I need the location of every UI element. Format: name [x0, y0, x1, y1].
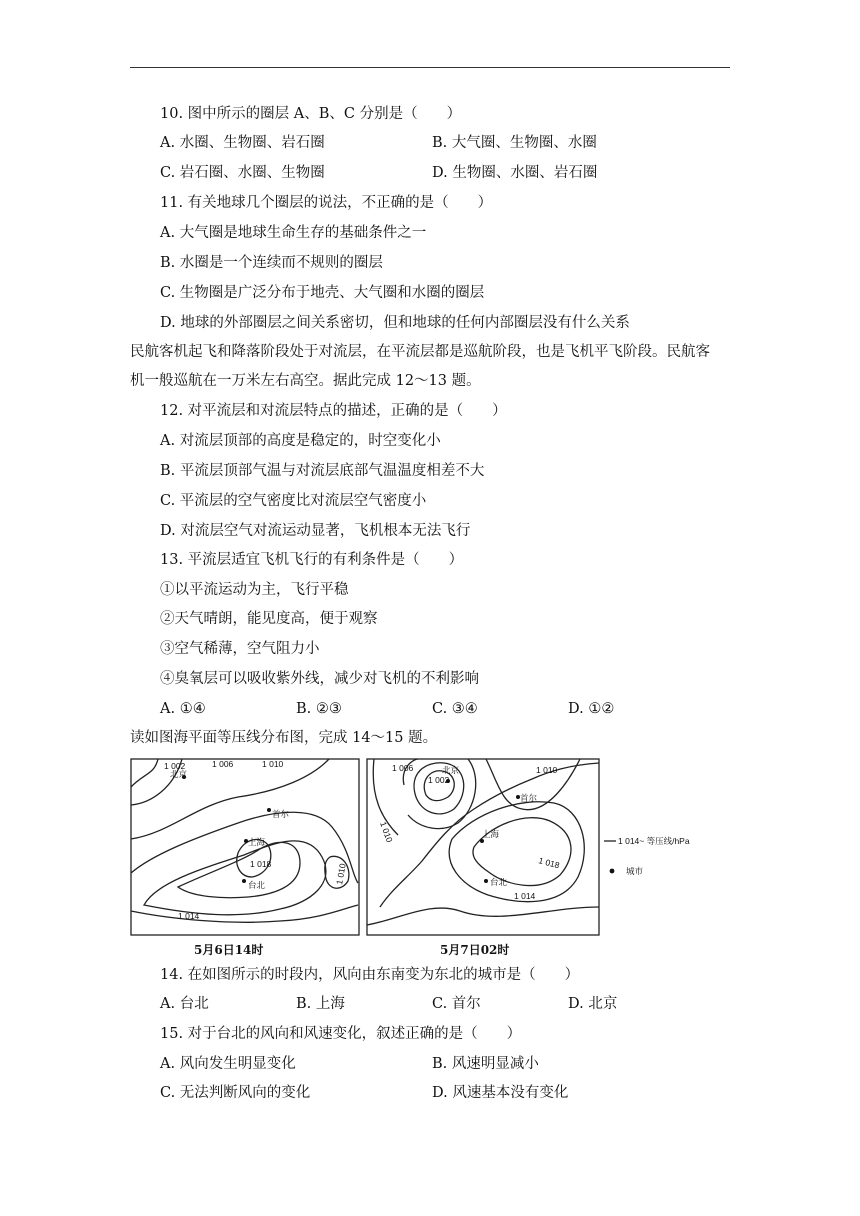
q12-stem: 12. 对平流层和对流层特点的描述，正确的是（ ） [160, 403, 507, 419]
map1-caption: 5月6日14时 [194, 943, 264, 957]
q15-option-d: D. 风速基本没有变化 [432, 1085, 569, 1101]
q15-option-a: A. 风向发生明显变化 [160, 1056, 296, 1072]
map2-isobar [473, 818, 571, 886]
map2-label-1010b: 1 010 [378, 820, 395, 844]
q10-stem: 10. 图中所示的圈层 A、B、C 分别是（ ） [160, 106, 462, 122]
q12-option-c: C. 平流层的空气密度比对流层空气密度小 [160, 493, 427, 509]
q15-option-c: C. 无法判断风向的变化 [160, 1085, 311, 1101]
q15-option-b: B. 风速明显减小 [432, 1056, 539, 1072]
q10-option-b: B. 大气圈、生物圈、水圈 [432, 135, 597, 151]
q12-option-b: B. 平流层顶部气温与对流层底部气温温度相差不大 [160, 463, 485, 479]
q14-option-b: B. 上海 [296, 996, 345, 1012]
q13-option-c: C. ③④ [432, 701, 478, 717]
q15-stem: 15. 对于台北的风向和风速变化，叙述正确的是（ ） [160, 1026, 522, 1042]
map2-label-1002: 1 002 [428, 775, 450, 785]
map2-label-beijing: 北京 [442, 765, 460, 775]
map2-city-dot-taipei [484, 879, 488, 883]
map1-label-1002: 1 002 [164, 761, 186, 771]
q13-statement-2: ②天气晴朗，能见度高，便于观察 [160, 611, 378, 627]
map2-label-1018: 1 018 [537, 855, 561, 871]
q13-statement-4: ④臭氧层可以吸收紫外线，减少对飞机的不利影响 [160, 671, 479, 687]
map1-city-dot-taipei [242, 879, 246, 883]
legend-city-dot [610, 869, 615, 874]
map2-isobar [449, 802, 584, 902]
map2-label-seoul: 首尔 [520, 793, 538, 803]
q12-option-d: D. 对流层空气对流运动显著，飞机根本无法飞行 [160, 523, 471, 539]
q12-option-a: A. 对流层顶部的高度是稳定的，时空变化小 [160, 433, 441, 449]
map2-city-dot-shanghai [480, 839, 484, 843]
q13-option-d: D. ①② [568, 701, 615, 717]
header-rule [130, 67, 730, 68]
q14-option-c: C. 首尔 [432, 996, 481, 1012]
map2-label-shanghai: 上海 [482, 829, 500, 839]
q10-option-c: C. 岩石圈、水圈、生物圈 [160, 165, 325, 181]
q11-option-d: D. 地球的外部圈层之间关系密切，但和地球的任何内部圈层没有什么关系 [160, 315, 630, 331]
q11-stem: 11. 有关地球几个圈层的说法，不正确的是（ ） [160, 195, 493, 211]
legend-isobar: 1 014~ 等压线/hPa [618, 836, 690, 846]
q10-option-d: D. 生物圈、水圈、岩石圈 [432, 165, 598, 181]
map1-city-dot-seoul [267, 808, 271, 812]
intro-12-13-line2: 机一般巡航在一万米左右高空。据此完成 12～13 题。 [130, 373, 481, 389]
map1-label-taipei: 台北 [248, 880, 266, 890]
q11-option-a: A. 大气圈是地球生命生存的基础条件之一 [160, 225, 427, 241]
q14-stem: 14. 在如图所示的时段内，风向由东南变为东北的城市是（ ） [160, 967, 580, 983]
map2-isobar [367, 907, 599, 925]
map1-isobar [131, 759, 158, 787]
q13-option-b: B. ②③ [296, 701, 342, 717]
intro-12-13-line1: 民航客机起飞和降落阶段处于对流层，在平流层都是巡航阶段，也是飞机平飞阶段。民航客 [130, 344, 710, 360]
map2-label-1014: 1 014 [514, 891, 536, 901]
map1-label-1006: 1 006 [212, 759, 234, 769]
intro-14-15: 读如图海平面等压线分布图，完成 14～15 题。 [130, 730, 438, 746]
map2-label-1006: 1 006 [392, 763, 414, 773]
map1-label-1014: 1 014 [178, 911, 200, 921]
map2-label-taipei: 台北 [490, 877, 508, 887]
map1-label-1010: 1 010 [262, 759, 284, 769]
map1-label-seoul: 首尔 [272, 809, 290, 819]
q10-option-a: A. 水圈、生物圈、岩石圈 [160, 135, 325, 151]
q14-option-a: A. 台北 [160, 996, 209, 1012]
q11-option-b: B. 水圈是一个连续而不规则的圈层 [160, 255, 383, 271]
map2-caption: 5月7日02时 [440, 943, 510, 957]
map1-label-1010b: 1 010 [334, 862, 348, 886]
map1-isobar [131, 759, 329, 839]
q13-statement-3: ③空气稀薄，空气阻力小 [160, 641, 320, 657]
map1-label-beijing: 北京 [170, 769, 188, 779]
q13-option-a: A. ①④ [160, 701, 206, 717]
q14-option-d: D. 北京 [568, 996, 618, 1012]
q13-statement-1: ①以平流运动为主，飞行平稳 [160, 582, 349, 598]
q11-option-c: C. 生物圈是广泛分布于地壳、大气圈和水圈的圈层 [160, 285, 485, 301]
map1-label-1018: 1 018 [250, 859, 272, 869]
legend-city: 城市 [626, 866, 644, 876]
map2-label-1010: 1 010 [536, 765, 558, 775]
q13-stem: 13. 平流层适宜飞机飞行的有利条件是（ ） [160, 552, 464, 568]
map1-label-shanghai: 上海 [248, 837, 266, 847]
isobar-figure [130, 757, 730, 960]
map2-isobar [403, 759, 475, 829]
